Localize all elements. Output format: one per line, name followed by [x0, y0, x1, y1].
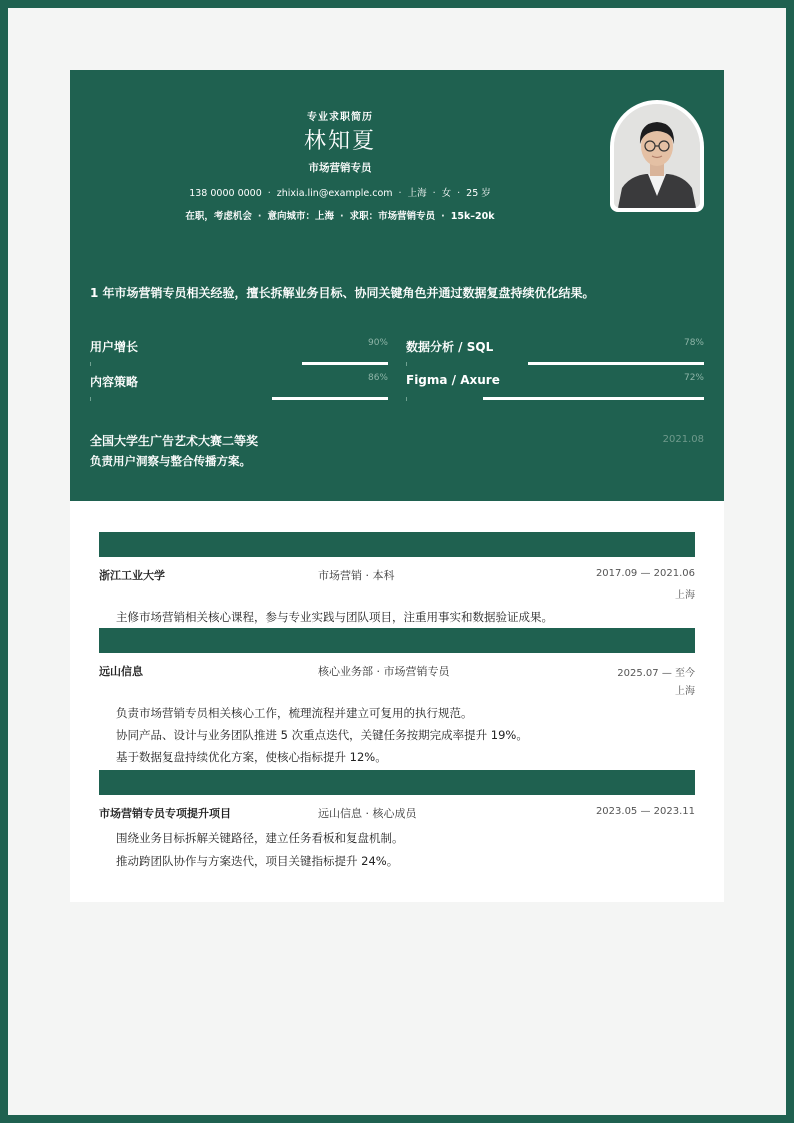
- skill-name: Figma / Axure: [406, 373, 500, 387]
- work-dates: 2025.07 — 至今: [617, 668, 695, 679]
- skill-item: [406, 373, 704, 403]
- work-section-bar: [99, 628, 695, 653]
- email: zhixia.lin@example.com: [276, 188, 393, 199]
- skill-item: [406, 338, 704, 368]
- project-bullet: 围绕业务目标拆解关键路径，建立任务看板和复盘机制。: [116, 831, 404, 845]
- skill-item: [90, 338, 388, 368]
- education-location: 上海: [675, 590, 695, 601]
- project-dates: 2023.05 — 2023.11: [595, 806, 695, 817]
- skill-bar: [90, 397, 388, 399]
- skill-percent: 72%: [683, 373, 704, 383]
- skill-bar: [406, 362, 704, 364]
- skill-bar-fill: [302, 362, 388, 365]
- phone: 138 0000 0000: [189, 188, 262, 199]
- resume-tagline: 专业求职简历: [307, 112, 373, 123]
- job-title: 核心业务部 · 市场营销专员: [318, 665, 450, 678]
- contact-line: 138 0000 0000 · zhixia.lin@example.com · 上海 · 女 · 25 岁: [189, 188, 491, 199]
- skill-bar-fill: [528, 362, 704, 365]
- target-job: 求职：市场营销专员: [349, 211, 436, 222]
- skill-percent: 90%: [367, 338, 388, 348]
- work-bullet: 负责市场营销专员相关核心工作，梳理流程并建立可复用的执行规范。: [116, 706, 473, 720]
- work-location: 上海: [675, 686, 695, 697]
- skill-bar-fill: [483, 397, 704, 400]
- education-entry: [99, 567, 695, 624]
- work-entry: [99, 663, 695, 763]
- education-dates: 2017.09 — 2021.06: [595, 568, 695, 579]
- education-description: 主修市场营销相关核心课程，参与专业实践与团队项目，注重用事实和数据验证成果。: [116, 610, 553, 624]
- work-bullet: 基于数据复盘持续优化方案，使核心指标提升 12%。: [116, 750, 387, 764]
- project-entry: [99, 805, 695, 875]
- resume-header: [70, 70, 724, 501]
- profile-photo: [614, 104, 700, 208]
- skill-bar: [406, 397, 704, 399]
- skill-name: 数据分析 / SQL: [406, 340, 494, 354]
- skill-bar: [90, 362, 388, 364]
- award-description: 负责用户洞察与整合传播方案。: [90, 454, 251, 468]
- age: 25 岁: [466, 188, 491, 199]
- skill-item: [90, 373, 388, 403]
- candidate-role: 市场营销专员: [308, 162, 372, 174]
- profile-photo-frame: [610, 100, 704, 212]
- project-bullet: 推动跨团队协作与方案迭代，项目关键指标提升 24%。: [116, 854, 399, 868]
- resume-sheet: [70, 70, 724, 902]
- work-bullet: 协同产品、设计与业务团队推进 5 次重点迭代，关键任务按期完成率提升 19%。: [116, 728, 528, 742]
- skill-name: 用户增长: [90, 340, 139, 354]
- employment-status: 在职，考虑机会: [185, 211, 252, 222]
- expected-salary: 15k–20k: [450, 211, 495, 222]
- job-status-line: 在职，考虑机会 · 意向城市：上海 · 求职：市场营销专员 · 15k–20k: [185, 211, 495, 222]
- project-section-bar: [99, 770, 695, 795]
- gender: 女: [441, 188, 452, 199]
- skill-name: 内容策略: [90, 375, 139, 389]
- major-degree: 市场营销 · 本科: [318, 569, 395, 582]
- company-name: 远山信息: [99, 665, 143, 678]
- profile-summary: 1 年市场营销专员相关经验，擅长拆解业务目标、协同关键角色并通过数据复盘持续优化结果。: [90, 286, 595, 300]
- skill-percent: 86%: [367, 373, 388, 383]
- target-city: 意向城市：上海: [267, 211, 335, 222]
- candidate-name: 林知夏: [303, 129, 376, 154]
- city: 上海: [407, 188, 427, 199]
- award-date: 2021.08: [662, 434, 704, 445]
- award-title: 全国大学生广告艺术大赛二等奖: [90, 434, 259, 448]
- school-name: 浙江工业大学: [99, 569, 165, 582]
- skill-bar-fill: [272, 397, 388, 400]
- project-role: 远山信息 · 核心成员: [318, 807, 417, 820]
- project-name: 市场营销专员专项提升项目: [99, 807, 231, 820]
- education-section-bar: [99, 532, 695, 557]
- skill-percent: 78%: [683, 338, 704, 348]
